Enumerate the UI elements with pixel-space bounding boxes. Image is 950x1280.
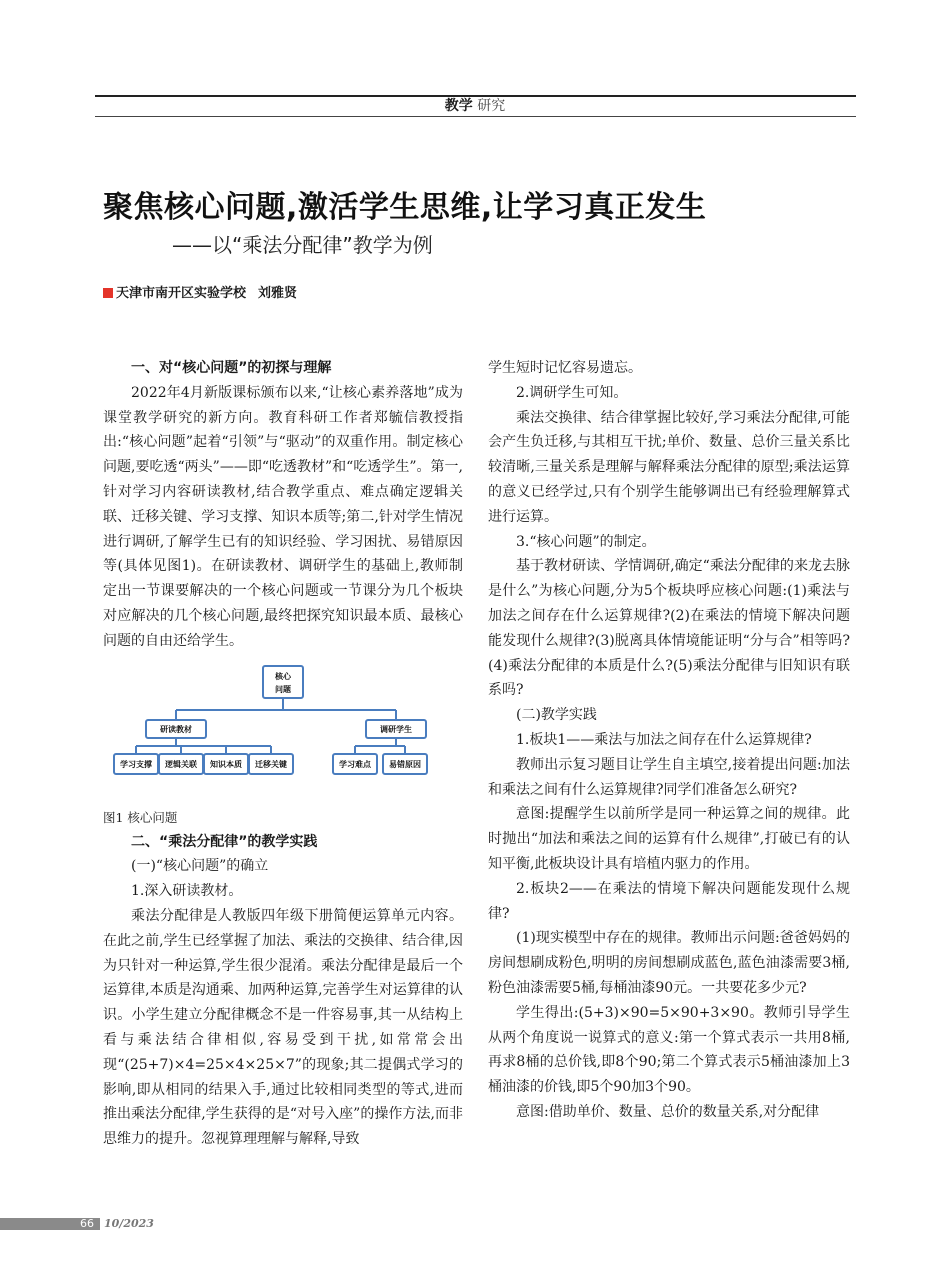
paragraph: 意图:提醒学生以前所学是同一种运算之间的规律。此时抛出“加法和乘法之间的运算有什么规律”,打破已有的认知平衡,此板块设计具有培植内驱力的作用。	[488, 806, 850, 872]
subheading: 1.板块1——乘法与加法之间存在什么运算规律?	[516, 731, 812, 748]
subheading: 2.调研学生可知。	[516, 384, 628, 401]
leaf-label: 逻辑关联	[165, 759, 197, 769]
header-rule-bottom	[95, 116, 856, 117]
paragraph: 乘法交换律、结合律掌握比较好,学习乘法分配律,可能会产生负迁移,与其相互干扰;单价、数量、总价三量关系比较清晰,三量关系是理解与解释乘法分配律的原型;乘法运算的意义已经学过,只有个别学生能够调出已有经验理解算式进行运算。	[488, 409, 850, 525]
red-square-icon	[103, 288, 113, 298]
subheading: (一)“核心问题”的确立	[131, 858, 269, 875]
connector-right	[355, 738, 405, 754]
figure-caption: 图1 核心问题	[103, 809, 178, 825]
article-title: 聚焦核心问题,激活学生思维,让学习真正发生	[103, 190, 707, 225]
root-label-line2: 问题	[275, 684, 291, 694]
leaf-label: 易错原因	[389, 759, 421, 769]
right-column	[488, 356, 850, 1125]
leaf-label: 学习支撑	[120, 759, 152, 769]
paragraph: 教师出示复习题目让学生自主填空,接着提出问题:加法和乘法之间有什么运算规律?同学们准备怎么研究?	[488, 756, 850, 798]
paragraph: 意图:借助单价、数量、总价的数量关系,对分配律	[516, 1103, 820, 1120]
subheading: (二)教学实践	[516, 707, 597, 724]
root-label-line1: 核心	[275, 671, 291, 681]
paragraph: 学生短时记忆容易遗忘。	[488, 360, 642, 376]
left-column	[103, 356, 463, 1152]
paragraph: (1)现实模型中存在的规律。教师出示问题:爸爸妈妈的房间想刷成粉色,明明的房间想刷成蓝色,蓝色油漆需要3桶,粉色油漆需要5桶,每桶油漆90元。一共要花多少元?	[488, 930, 850, 996]
issue-number: 10/2023	[104, 1217, 154, 1230]
leaf-label: 知识本质	[210, 759, 242, 769]
branch-right-label: 调研学生	[380, 724, 412, 734]
connector-left	[136, 738, 271, 754]
header-strong: 教学	[444, 98, 473, 114]
subheading: 1.深入研读教材。	[131, 883, 243, 900]
section-2-heading: 二、“乘法分配律”的教学实践	[131, 833, 318, 850]
leaf-label: 学习难点	[339, 759, 371, 769]
author-line	[103, 286, 297, 302]
subheading: 3.“核心问题”的制定。	[516, 533, 656, 550]
section-1-heading: 一、对“核心问题”的初探与理解	[131, 360, 332, 376]
subheading: 2.板块2——在乘法的情境下解决问题能发现什么规律?	[488, 880, 850, 922]
paragraph: 乘法分配律是人教版四年级下册简便运算单元内容。在此之前,学生已经掌握了加法、乘法的交换律、结合律,因为只针对一种运算,学生很少混淆。乘法分配律是最后一个运算律,本质是沟通乘、加两种运算,完善学生对运算律的认识。小学生建立分配律概念不是一件容易事,其一从结构上看与乘法结合律相似,容易受到干扰,如常常会出现“(25+7)×4=25×4×25×7”的现象;其二提偶式学习的影响,即从相同的结果入手,通过比较相同类型的等式,进而推出乘法分配律,学生获得的是“对号入座”的操作方法,而非思维力的提升。忽视算理理解与解释,导致	[103, 907, 463, 1148]
leaf-label: 迁移关键	[255, 759, 287, 769]
running-header	[0, 97, 950, 115]
branch-left-label: 研读教材	[160, 724, 192, 734]
paragraph: 学生得出:(5+3)×90=5×90+3×90。教师引导学生从两个角度说一说算式的意义:第一个算式表示一共用8桶,再求8桶的总价钱,即8个90;第二个算式表示5桶油漆加上3桶油漆的价钱,即5个90加3个90。	[488, 1004, 850, 1096]
header-light: 研究	[477, 98, 506, 114]
article-subtitle: ——以“乘法分配律”教学为例	[172, 233, 433, 257]
paragraph: 基于教材研读、学情调研,确定“乘法分配律的来龙去脉是什么”为核心问题,分为5个板块呼应核心问题:(1)乘法与加法之间存在什么运算规律?(2)在乘法的情境下解决问题能发现什么规律?(3)脱离具体情境能证明“分与合”相等吗?(4)乘法分配律的本质是什么?(5)乘法分配律与旧知识有联系吗?	[488, 558, 850, 699]
paragraph: 2022年4月新版课标颁布以来,“让核心素养落地”成为课堂教学研究的新方向。教育科研工作者郑毓信教授指出:“核心问题”起着“引领”与“驱动”的双重作用。制定核心问题,要吃透“两头”——即“吃透教材”和“吃透学生”。第一,针对学习内容研读教材,结合教学重点、难点确定逻辑关联、迁移关键、学习支撑、知识本质等;第二,针对学生情况进行调研,了解学生已有的知识经验、学习困扰、易错原因等(具体见图1)。在研读教材、调研学生的基础上,教师制定出一节课要解决的一个核心问题或一节课分为几个板块对应解决的几个核心问题,最终把探究知识最本质、最核心问题的自由还给学生。	[103, 384, 463, 649]
connector-root	[176, 698, 396, 720]
author-name: 刘雅贤	[258, 286, 298, 301]
author-org: 天津市南开区实验学校	[116, 286, 247, 301]
figure-1-diagram	[103, 664, 463, 800]
page-number: 66	[80, 1217, 94, 1230]
